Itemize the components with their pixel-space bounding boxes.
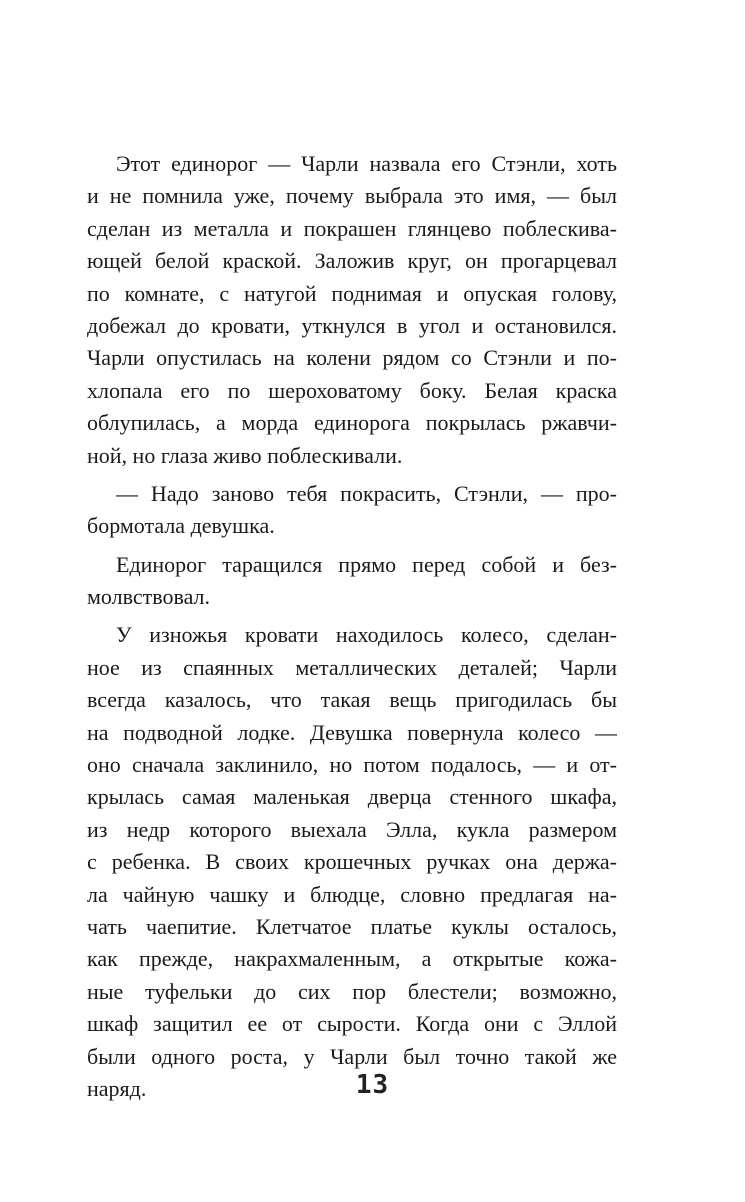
text-line: Этот единорог — Чарли назвала его Стэнли, хоть bbox=[116, 151, 617, 176]
text-line: наряд. bbox=[87, 1075, 147, 1101]
text-line: Единорог таращился прямо перед собой и без- bbox=[116, 551, 617, 577]
text-line: ла чайную чашку и блюдце, словно предлагая на- bbox=[87, 881, 617, 907]
text-line: шкаф защитил ее от сырости. Когда они с Эллой bbox=[87, 1011, 617, 1037]
text-line: чать чаепитие. Клетчатое платье куклы осталось, bbox=[87, 913, 617, 939]
text-line: по комнате, с натугой поднимая и опуская голову, bbox=[87, 280, 617, 306]
text-line: всегда казалось, что такая вещь пригодилась бы bbox=[87, 687, 617, 713]
text-line: ное из спаянных металлических деталей; Чарли bbox=[87, 654, 617, 680]
paragraph bbox=[87, 478, 617, 543]
text-line: были одного роста, у Чарли был точно такой же bbox=[87, 1043, 617, 1069]
text-line: ные туфельки до сих пор блестели; возможно, bbox=[87, 978, 617, 1004]
paragraph bbox=[87, 549, 617, 614]
text-line: крылась самая маленькая дверца стенного шкафа, bbox=[87, 784, 617, 810]
text-line: хлопала его по шероховатому боку. Белая краска bbox=[87, 377, 617, 403]
text-line: — Надо заново тебя покрасить, Стэнли, — про- bbox=[116, 480, 617, 506]
text-line: бормотала девушка. bbox=[87, 513, 275, 539]
text-line: ной, но глаза живо поблескивали. bbox=[87, 442, 403, 468]
text-line: с ребенка. В своих крошечных ручках она держа- bbox=[87, 849, 617, 875]
text-line: добежал до кровати, уткнулся в угол и остановился. bbox=[87, 312, 617, 338]
paragraph bbox=[87, 148, 617, 472]
text-line: и не помнила уже, почему выбрала это имя, — был bbox=[87, 183, 617, 209]
page-body bbox=[87, 148, 617, 1105]
paragraph bbox=[87, 619, 617, 1105]
text-line: Чарли опустилась на колени рядом со Стэнли и по- bbox=[87, 345, 617, 371]
text-line: У изножья кровати находилось колесо, сделан- bbox=[116, 622, 617, 648]
text-line: облупилась, а морда единорога покрылась ржавчи- bbox=[87, 410, 617, 436]
text-line: оно сначала заклинило, но потом подалось, — и от- bbox=[87, 752, 617, 778]
text-line: сделан из металла и покрашен глянцево поблескива- bbox=[87, 215, 617, 241]
text-line: на подводной лодке. Девушка повернула колесо — bbox=[87, 719, 617, 745]
text-line: ющей белой краской. Заложив круг, он прогарцевал bbox=[87, 248, 617, 274]
text-line: молвствовал. bbox=[87, 584, 211, 610]
page-number: 13 bbox=[355, 1070, 390, 1100]
text-line: как прежде, накрахмаленным, а открытые кожа- bbox=[87, 946, 617, 972]
text-line: из недр которого выехала Элла, кукла размером bbox=[87, 816, 617, 842]
